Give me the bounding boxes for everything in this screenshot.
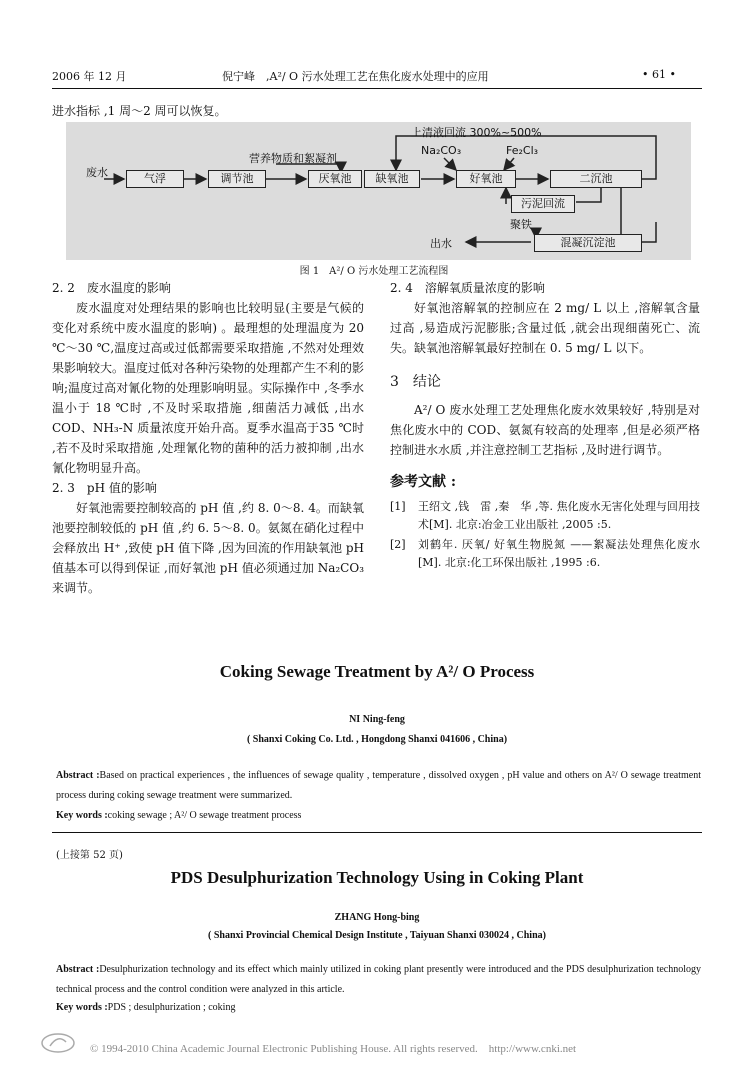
section-3-body: A²/ O 废水处理工艺处理焦化废水效果较好 ,特别是对焦化废水中的 COD、氨氮有较高的处理率 ,但是必须严格控制进水水质 ,并注意控制工艺指标 ,及时进行调节。 bbox=[390, 403, 700, 457]
box-secondary-clarifier: 二沉池 bbox=[550, 170, 642, 188]
box-aerobic-tank: 好氧池 bbox=[456, 170, 516, 188]
continued-note: (上接第 52 页) bbox=[56, 850, 123, 861]
section-divider bbox=[52, 832, 702, 833]
reference-text: 王绍文 ,钱 雷 ,秦 华 ,等. 焦化废水无害化处理与回用技术[M]. 北京:冶金工业出版社 ,2005 :5. bbox=[418, 500, 700, 531]
abstract1-abstract bbox=[56, 766, 701, 806]
publisher-logo-icon bbox=[40, 1032, 76, 1054]
intro-line: 进水指标 ,1 周～2 周可以恢复。 bbox=[52, 104, 227, 118]
box-anaerobic-tank: 厌氧池 bbox=[308, 170, 362, 188]
header-title: 倪宁峰 ,A²/ O 污水处理工艺在焦化废水处理中的应用 bbox=[222, 70, 489, 83]
right-column bbox=[390, 278, 700, 572]
label-wastewater: 废水 bbox=[86, 166, 108, 179]
abstract1-affiliation: ( Shanxi Coking Co. Ltd. , Hongdong Shanxi 041606 , China) bbox=[246, 734, 508, 745]
label-fecl: Fe₂Cl₃ bbox=[506, 144, 539, 157]
keywords-label: Key words : bbox=[56, 1002, 108, 1013]
label-supernatant-return: 上清液回流 300%~500% bbox=[411, 126, 542, 139]
label-effluent: 出水 bbox=[430, 237, 452, 250]
label-polyferric: 聚铁 bbox=[510, 218, 532, 231]
box-sludge-return: 污泥回流 bbox=[511, 195, 575, 213]
abstract-label: Abstract : bbox=[56, 770, 100, 781]
copyright-footer: © 1994-2010 China Academic Journal Electronic Publishing House. All rights reserved. http://www.cnki.net bbox=[90, 1043, 577, 1055]
label-na2co3: Na₂CO₃ bbox=[421, 144, 462, 157]
header-rule bbox=[52, 88, 702, 89]
abstract2-affiliation: ( Shanxi Provincial Chemical Design Institute , Taiyuan Shanxi 030024 , China) bbox=[208, 930, 546, 941]
label-nutrient-flocculant: 营养物质和絮凝剂 bbox=[249, 152, 337, 165]
header-page-number: • 61 • bbox=[642, 68, 676, 81]
abstract2-title: PDS Desulphurization Technology Using in Coking Plant bbox=[170, 868, 584, 887]
section-3-title: 3 结论 bbox=[390, 374, 441, 390]
reference-number: [1] bbox=[390, 500, 406, 513]
reference-item bbox=[390, 498, 700, 534]
abstract2-keywords bbox=[56, 998, 701, 1018]
section-2-4-body: 好氧池溶解氧的控制应在 2 mg/ L 以上 ,溶解氧含量过高 ,易造成污泥膨胀;含量过低 ,就会出现细菌死亡、流失。缺氧池溶解氧最好控制在 0. 5 mg/ L 以下。 bbox=[390, 301, 700, 355]
abstract2-author: ZHANG Hong-bing bbox=[334, 912, 420, 923]
process-flow-figure bbox=[66, 122, 691, 260]
reference-text: 刘鹤年. 厌氧/ 好氧生物脱氮 ——絮凝法处理焦化废水[M]. 北京:化工环保出版社 ,1995 :6. bbox=[418, 538, 700, 569]
box-coagulation-sedimentation-tank: 混凝沉淀池 bbox=[534, 234, 642, 252]
keywords-text: coking sewage ; A²/ O sewage treatment process bbox=[107, 810, 302, 821]
figure-caption: 图 1 A²/ O 污水处理工艺流程图 bbox=[299, 266, 449, 277]
references-title: 参考文献 : bbox=[390, 474, 457, 490]
section-2-2-body: 废水温度对处理结果的影响也比较明显(主要是气候的变化对系统中废水温度的影响) 。最理想的处理温度为 20 ℃～30 ℃,温度过高或过低都需要采取措施 ,不然对处理效果影响较大。温度过低对各种污染物的处理都产生不利的影响;温度过高对氰化物的处理影响明显。实际操作中 ,冬季水温小于 18 ℃时 ,不及时采取措施 ,细菌活力减低 ,出水COD、NH₃-N 质量浓度开始升高。夏季水温高于35 ℃时 ,若不及时采取措施 ,处理氰化物的菌种的活力被抑制 ,出水氰化物明显升高。 bbox=[52, 301, 365, 475]
abstract1-author: NI Ning-feng bbox=[349, 714, 405, 725]
abstract2-abstract bbox=[56, 960, 701, 1000]
reference-number: [2] bbox=[390, 538, 406, 551]
reference-item bbox=[390, 536, 700, 572]
section-2-3-title: 2. 3 pH 值的影响 bbox=[52, 481, 157, 495]
box-flotation: 气浮 bbox=[126, 170, 184, 188]
box-equalization-tank: 调节池 bbox=[208, 170, 266, 188]
abstract-text: Desulphurization technology and its effect which mainly utilized in coking plant presently were introduced and the PDS desulphurization technology technical process and the control condition were analyzed in this article. bbox=[56, 964, 701, 995]
header-date: 2006 年 12 月 bbox=[52, 70, 127, 83]
keywords-label: Key words : bbox=[56, 810, 108, 821]
section-2-4-title: 2. 4 溶解氧质量浓度的影响 bbox=[390, 281, 545, 295]
section-2-3-body: 好氧池需要控制较高的 pH 值 ,约 8. 0～8. 4。而缺氧池要控制较低的 pH 值 ,约 6. 5～8. 0。氨氮在硝化过程中会释放出 H⁺ ,致使 pH 值下降 ,因为回流的作用缺氧池 pH 值基本可以得到保证 ,而好氧池 pH 值必须通过加 Na₂CO₃ 来调节。 bbox=[52, 501, 364, 595]
abstract1-keywords bbox=[56, 806, 701, 826]
section-2-2-title: 2. 2 废水温度的影响 bbox=[52, 281, 171, 295]
box-anoxic-tank: 缺氧池 bbox=[364, 170, 420, 188]
keywords-text: PDS ; desulphurization ; coking bbox=[107, 1002, 236, 1013]
abstract-text: Based on practical experiences , the influences of sewage quality , temperature , dissolved oxygen , pH value and others on A²/ O sewage treatment process during coking sewage treatment were summarized. bbox=[56, 770, 701, 801]
abstract1-title: Coking Sewage Treatment by A²/ O Process bbox=[219, 662, 535, 681]
left-column bbox=[52, 278, 364, 598]
abstract-label: Abstract : bbox=[56, 964, 100, 975]
